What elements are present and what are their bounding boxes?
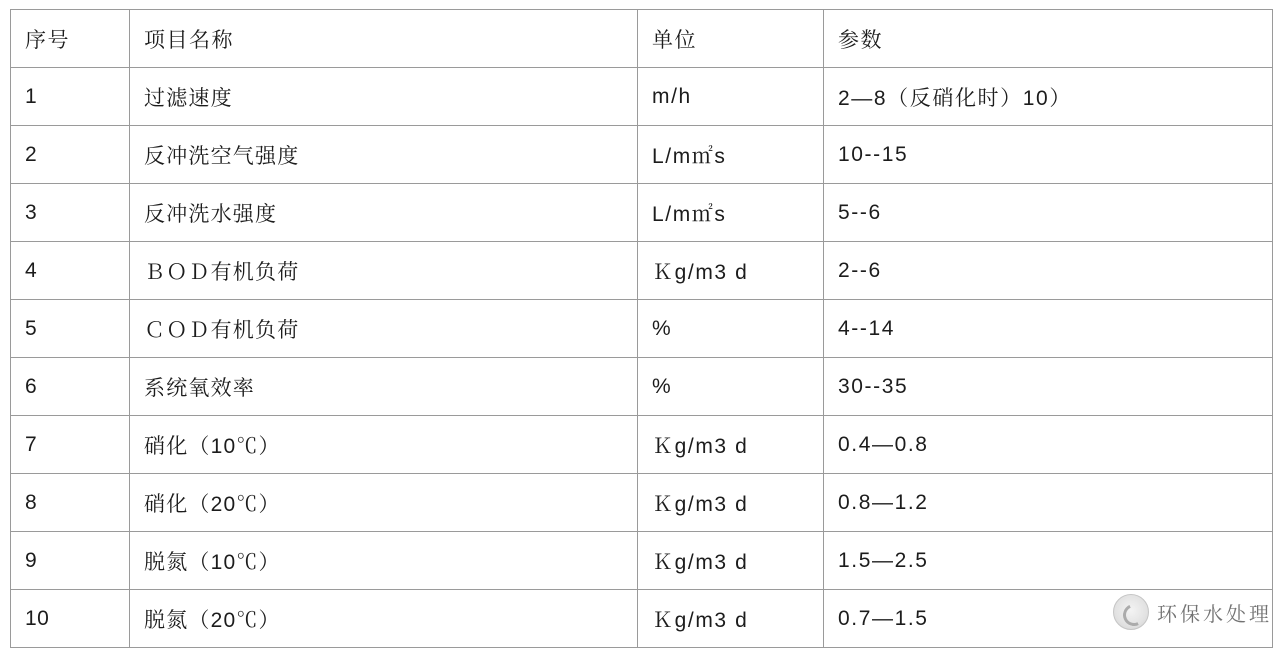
cell-no: 10 [11,590,130,648]
cell-no: 5 [11,300,130,358]
table-row [11,474,1273,532]
cell-value: 2—8（反硝化时）10） [824,68,1273,126]
table-row [11,416,1273,474]
table-header-row [11,10,1273,68]
column-header-unit: 单位 [638,10,824,68]
cell-value: 1.5—2.5 [824,532,1273,590]
cell-no: 9 [11,532,130,590]
column-header-no: 序号 [11,10,130,68]
cell-name: 过滤速度 [130,68,638,126]
cell-name: 硝化（20℃） [130,474,638,532]
table-body [11,68,1273,648]
cell-value: 2--6 [824,242,1273,300]
table-row [11,532,1273,590]
cell-no: 1 [11,68,130,126]
column-header-parameter: 参数 [824,10,1273,68]
cell-unit: Ｋg/m3 d [638,242,824,300]
cell-value: 5--6 [824,184,1273,242]
cell-unit: % [638,300,824,358]
cell-unit: Ｋg/m3 d [638,590,824,648]
cell-unit: m/h [638,68,824,126]
cell-unit: L/m㎡s [638,126,824,184]
table-row [11,300,1273,358]
table-row [11,590,1273,648]
cell-no: 7 [11,416,130,474]
cell-name: 脱氮（10℃） [130,532,638,590]
cell-value: 0.8—1.2 [824,474,1273,532]
cell-name: 硝化（10℃） [130,416,638,474]
watermark-label: 环保水处理 [1157,603,1272,626]
cell-value: 4--14 [824,300,1273,358]
cell-name: 脱氮（20℃） [130,590,638,648]
cell-unit: Ｋg/m3 d [638,416,824,474]
table-row [11,184,1273,242]
cell-no: 4 [11,242,130,300]
cell-no: 2 [11,126,130,184]
cell-no: 3 [11,184,130,242]
cell-unit: L/m㎡s [638,184,824,242]
cell-value: 10--15 [824,126,1273,184]
cell-value: 0.4—0.8 [824,416,1273,474]
table-row [11,126,1273,184]
cell-no: 6 [11,358,130,416]
cell-name: 反冲洗空气强度 [130,126,638,184]
column-header-name: 项目名称 [130,10,638,68]
table-row [11,68,1273,126]
table-row [11,358,1273,416]
cell-name: ＣＯＤ有机负荷 [130,300,638,358]
cell-no: 8 [11,474,130,532]
cell-name: ＢＯＤ有机负荷 [130,242,638,300]
cell-name: 反冲洗水强度 [130,184,638,242]
cell-unit: % [638,358,824,416]
cell-unit: Ｋg/m3 d [638,474,824,532]
cell-value: 30--35 [824,358,1273,416]
cell-unit: Ｋg/m3 d [638,532,824,590]
cell-value: 0.7—1.5 [824,590,1273,648]
table-row [11,242,1273,300]
parameters-table [10,9,1273,648]
cell-name: 系统氧效率 [130,358,638,416]
